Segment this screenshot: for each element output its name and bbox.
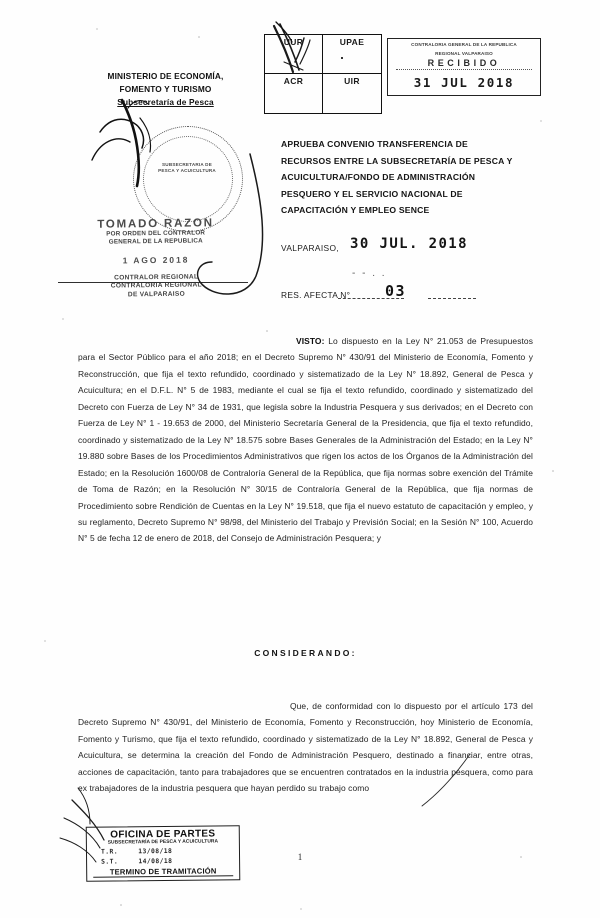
tomado-razon-line-4: CONTRALOR REGIONAL [114, 273, 199, 282]
routing-cell-uir-label: UIR [344, 76, 360, 86]
oficina-stamp-footer: TERMINO DE TRAMITACIÓN [93, 866, 233, 877]
resolution-title [281, 136, 539, 219]
tomado-razon-stamp [80, 217, 233, 300]
scan-speck [44, 640, 46, 642]
resolution-number-value: 03 [385, 282, 407, 300]
scan-speck [540, 120, 542, 122]
resolution-number-rule-secondary [428, 298, 476, 299]
scan-speck [266, 330, 268, 332]
scan-speck [552, 470, 554, 472]
routing-cell-uir [323, 74, 381, 113]
oficina-stamp-st-value: 14/08/18 [138, 856, 173, 866]
tomado-razon-underline [58, 282, 248, 283]
considerando-text: Que, de conformidad con lo dispuesto por el artículo 173 del Decreto Supremo N° 430/91, del Ministerio de Economía, Fomento y Reconstrucción, hoy Ministerio de Economía, Fomento y Turismo, que fija el texto refundido, coordinado y sistematizado de la Ley N° 18.892, General de Pesca y Acuicultura, se determina la creación del Fondo de Administración Pesquero, destinado a financiar, entre otras, acciones de capacitación, tanto para trabajadores que se encuentren contratados en la industria pesquera, como para ex trabajadores de la industria pesquera que hayan perdido su trabajo como [78, 701, 533, 794]
routing-grid-box [264, 34, 382, 114]
received-stamp-org-line-1: CONTRALORIA GENERAL DE LA REPUBLICA [411, 42, 517, 47]
routing-cell-acr [265, 74, 323, 113]
tomado-razon-line-5: CONTRALORIA REGIONAL [110, 281, 202, 290]
oficina-stamp-tr-value: 13/08/18 [138, 846, 173, 856]
scan-speck [62, 318, 64, 320]
tomado-razon-line-6: DE VALPARAISO [127, 290, 186, 299]
considerando-paragraph [78, 698, 533, 797]
routing-cell-acr-label: ACR [283, 76, 304, 86]
visto-text: Lo dispuesto en la Ley N° 21.053 de Presupuestos para el Sector Público para el año 2018; en el Decreto Supremo N° 430/91 del Ministerio de Economía, Fomento y Reconstrucción, que fija el texto refundido, coordinado y sistematizado de la Ley N° 18.892, General de Pesca y Acuicultura; en el D.F.L. N° 5 de 1983, mediante el cual se fija el texto refundido, coordinado y sistematizado del Decreto con Fuerza de Ley N° 34 de 1931, que legisla sobre la Industria Pesquera y sus derivados; en el Decreto con Fuerza de Ley N° 1 - 19.653 de 2000, del Ministerio Secretaría General de la Presidencia, que fija el texto refundido, coordinado y sistematizado de la Ley N° 18.575 sobre Bases Generales de la Administración del Estado; en la Ley N° 19.880 sobre Bases de los Procedimientos Administrativos que rigen los actos de los Órganos de la Administración del Estado; en la Resolución 1600/08 de Contraloría General de la República, que fija normas sobre exención del Trámite de Toma de Razón; en la Resolución N° 30/15 de Contraloría General de la República, que fija normas de Procedimiento sobre Rendición de Cuentas en la Ley N° 19.518, que fija el nuevo estatuto de capacitación y empleo, y su reglamento, Decreto Supremo N° 98/98, del Ministerio del Trabajo y Previsión Social; en la Sesión N° 100, Acuerdo N° 5 de fecha 12 de enero de 2018, del Consejo de Administración Pesquera; y [78, 336, 533, 544]
routing-cell-uur [265, 35, 323, 74]
received-stamp [387, 38, 541, 96]
routing-cell-upae-label: UPAE [339, 37, 365, 47]
title-line-4: PESQUERO Y EL SERVICIO NACIONAL DE [281, 188, 463, 199]
circular-seal-text: SUBSECRETARIA DE PESCA Y ACUICULTURA [158, 162, 216, 173]
ministry-line-3: Subsecretaría de Pesca [117, 97, 214, 108]
received-stamp-date: 31 JUL 2018 [413, 75, 515, 91]
oficina-stamp-title: OFICINA DE PARTES [110, 828, 216, 841]
ministry-line-2: FOMENTO Y TURISMO [119, 84, 212, 95]
issue-place-label: VALPARAISO, [281, 243, 339, 253]
routing-cell-uur-label: UUR [283, 37, 304, 47]
routing-cell-upae [323, 35, 381, 74]
resolution-number-label: RES. AFECTA N° [281, 290, 351, 300]
circular-rubber-seal-icon [133, 126, 243, 232]
tomado-razon-title: TOMADO RAZON [97, 217, 214, 231]
considerando-heading: CONSIDERANDO: [254, 648, 357, 658]
ink-dot [341, 57, 343, 59]
scan-speck [96, 28, 98, 30]
scan-speck [120, 904, 122, 906]
page-number: 1 [297, 852, 303, 862]
title-line-5: CAPACITACIÓN Y EMPLEO SENCE [281, 205, 430, 216]
issue-dash-marks: - - . . [352, 268, 387, 279]
oficina-stamp-tr-label: T.R. [100, 847, 119, 856]
tomado-razon-line-3: GENERAL DE LA REPUBLICA [108, 237, 203, 246]
ministry-line-1: MINISTERIO DE ECONOMÍA, [107, 71, 224, 81]
received-stamp-label: RECIBIDO [396, 58, 532, 70]
visto-label: VISTO: [296, 336, 325, 346]
received-stamp-org-line-2: REGIONAL VALPARAISO [435, 51, 493, 57]
oficina-stamp-subtitle: SUBSECRETARÍA DE PESCA Y ACUICULTURA [107, 839, 219, 846]
ministry-header [78, 70, 253, 110]
title-line-3: ACUICULTURA/FONDO DE ADMINISTRACIÓN [281, 172, 476, 183]
title-line-1: APRUEBA CONVENIO TRANSFERENCIA DE [281, 139, 468, 149]
oficina-stamp-st-label: S.T. [101, 857, 119, 866]
scan-speck [520, 856, 522, 858]
title-line-2: RECURSOS ENTRE LA SUBSECRETARÍA DE PESCA Y [281, 155, 513, 166]
tomado-razon-date: 1 AGO 2018 [122, 254, 190, 266]
scan-speck [198, 36, 200, 38]
visto-paragraph [78, 333, 533, 547]
tomado-razon-line-2: POR ORDEN DEL CONTRALOR [106, 229, 206, 238]
issue-date: 30 JUL. 2018 [350, 236, 468, 252]
scan-speck [300, 908, 302, 910]
